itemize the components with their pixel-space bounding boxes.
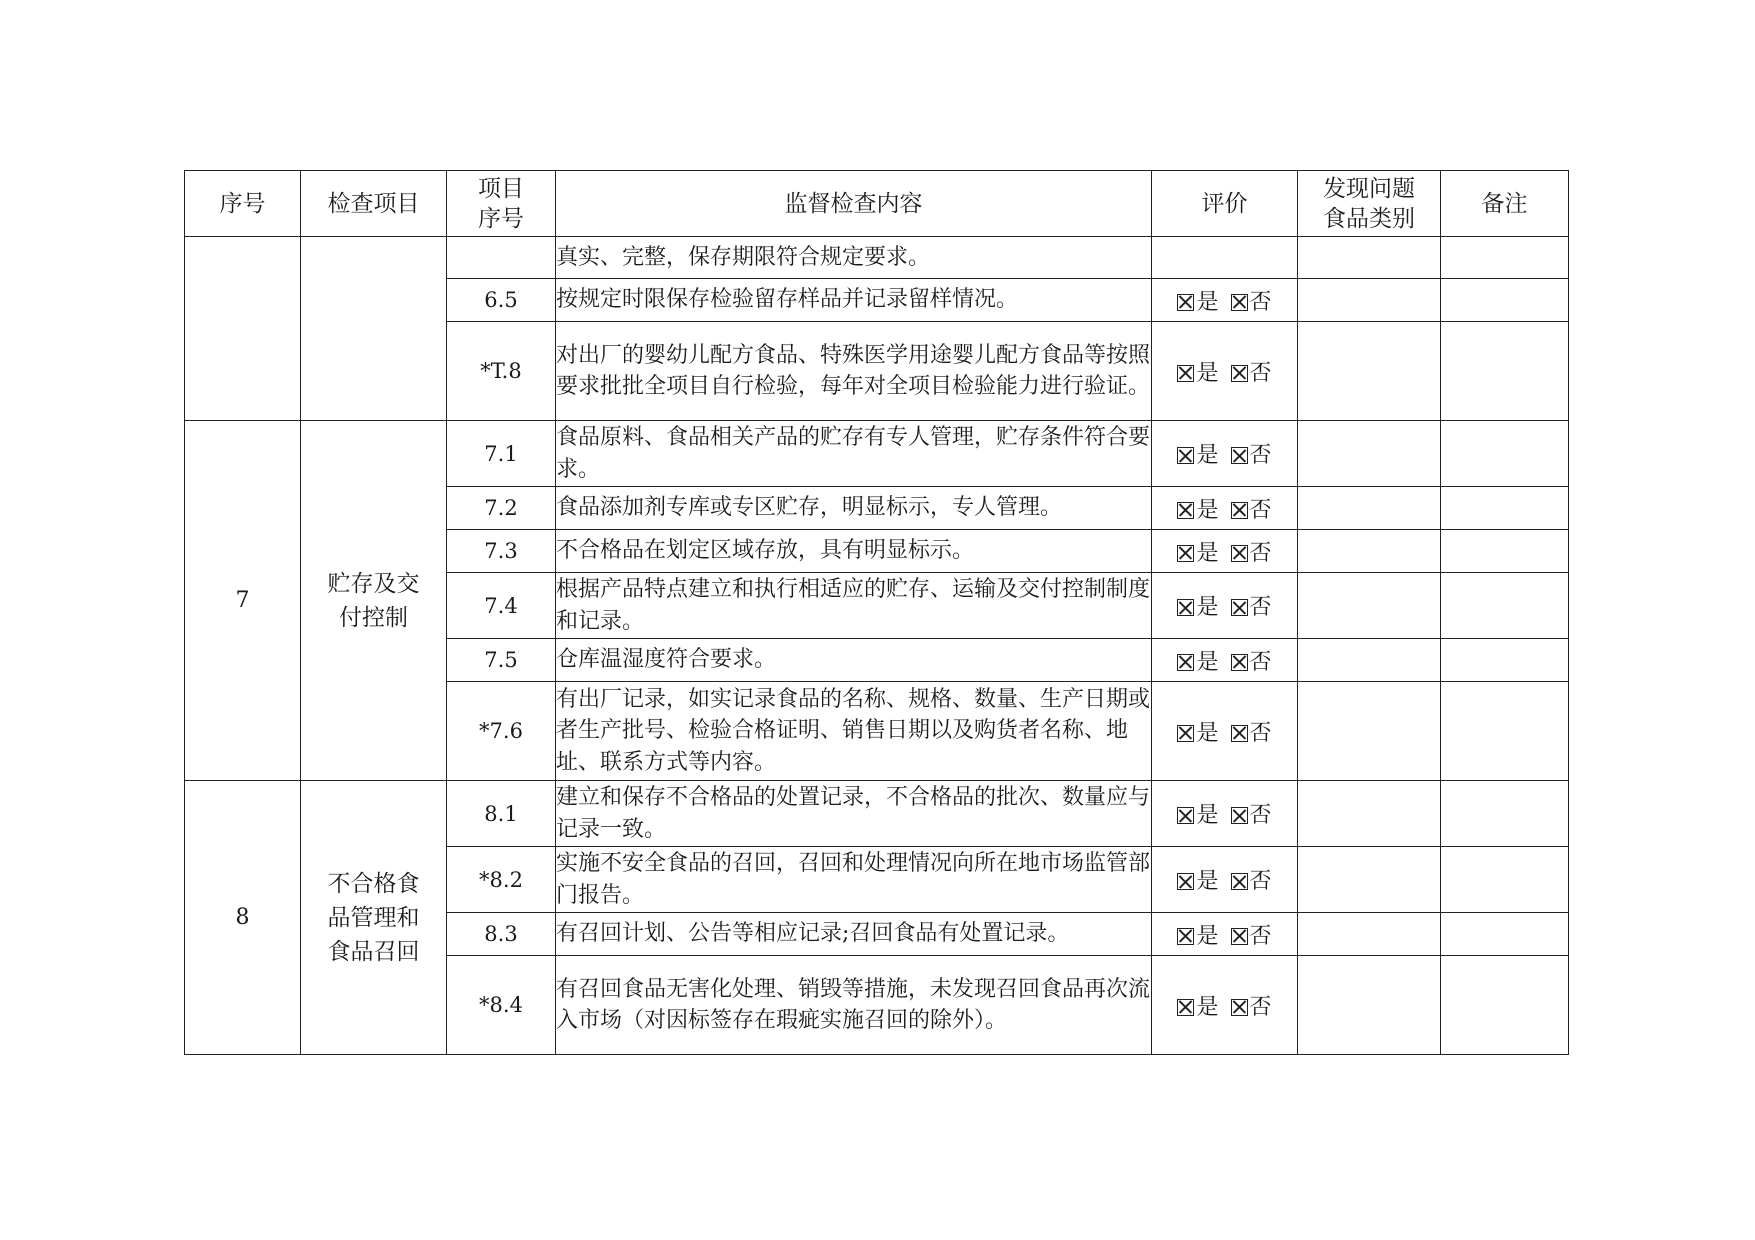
inspection-content-cell: 建立和保存不合格品的处置记录，不合格品的批次、数量应与记录一致。 xyxy=(556,781,1152,847)
yes-option[interactable] xyxy=(1177,438,1218,469)
yes-option-label: 是 xyxy=(1196,443,1219,468)
item-code-cell: 6.5 xyxy=(447,279,556,322)
yes-option-label: 是 xyxy=(1196,649,1219,675)
table-header-row xyxy=(185,171,1569,237)
inspection-content-cell: 对出厂的婴幼儿配方食品、特殊医学用途婴儿配方食品等按照要求批批全项目自行检验，每年对全项目检验能力进行验证。 xyxy=(556,322,1152,421)
no-option-label: 否 xyxy=(1249,360,1272,386)
yes-option[interactable] xyxy=(1177,716,1218,747)
item-code-cell: 8.1 xyxy=(447,781,556,847)
remarks-cell[interactable] xyxy=(1441,573,1569,639)
no-option-label: 否 xyxy=(1249,289,1272,315)
remarks-cell[interactable] xyxy=(1441,279,1569,322)
checked-box-icon[interactable] xyxy=(1231,725,1248,742)
group-item-line: 付控制 xyxy=(339,604,408,631)
evaluation-cell xyxy=(1152,781,1298,847)
item-code-cell: 7.3 xyxy=(447,530,556,573)
problem-category-cell[interactable] xyxy=(1298,573,1441,639)
checked-box-icon[interactable] xyxy=(1177,545,1194,562)
no-option[interactable] xyxy=(1231,590,1272,621)
yes-option[interactable] xyxy=(1177,864,1218,895)
no-option-label: 否 xyxy=(1249,803,1272,828)
evaluation-cell xyxy=(1152,279,1298,322)
problem-category-cell[interactable] xyxy=(1298,956,1441,1055)
no-option[interactable] xyxy=(1231,536,1272,567)
checked-box-icon[interactable] xyxy=(1177,294,1194,311)
remarks-cell[interactable] xyxy=(1441,421,1569,487)
evaluation-cell xyxy=(1152,573,1298,639)
yes-option-label: 是 xyxy=(1196,803,1219,828)
group-seq-cell xyxy=(185,237,301,421)
inspection-content-cell: 食品添加剂专库或专区贮存，明显标示，专人管理。 xyxy=(556,487,1152,530)
no-option-label: 否 xyxy=(1249,595,1272,620)
problem-category-cell[interactable] xyxy=(1298,847,1441,913)
checked-box-icon[interactable] xyxy=(1177,725,1194,742)
evaluation-cell xyxy=(1152,956,1298,1055)
remarks-cell[interactable] xyxy=(1441,322,1569,421)
no-option[interactable] xyxy=(1231,285,1272,316)
problem-category-cell[interactable] xyxy=(1298,487,1441,530)
no-option-label: 否 xyxy=(1249,443,1272,468)
yes-option-label: 是 xyxy=(1196,289,1219,315)
problem-category-cell[interactable] xyxy=(1298,781,1441,847)
evaluation-cell xyxy=(1152,237,1298,279)
no-option[interactable] xyxy=(1231,864,1272,895)
group-item-line: 食品召回 xyxy=(327,938,420,965)
yes-option-label: 是 xyxy=(1196,595,1219,620)
inspection-content-cell: 实施不安全食品的召回，召回和处理情况向所在地市场监管部门报告。 xyxy=(556,847,1152,913)
checked-box-icon[interactable] xyxy=(1177,928,1194,945)
checked-box-icon[interactable] xyxy=(1231,873,1248,890)
item-code-cell: 7.5 xyxy=(447,639,556,682)
header-problem-category: 发现问题 食品类别 xyxy=(1298,171,1441,237)
problem-category-cell[interactable] xyxy=(1298,421,1441,487)
evaluation-cell xyxy=(1152,847,1298,913)
group-seq-cell: 8 xyxy=(185,781,301,1055)
checked-box-icon[interactable] xyxy=(1177,999,1194,1016)
checked-box-icon[interactable] xyxy=(1231,928,1248,945)
yes-option[interactable] xyxy=(1177,798,1218,829)
no-option-label: 否 xyxy=(1249,649,1272,675)
header-content: 监督检查内容 xyxy=(556,171,1152,237)
inspection-content-cell: 按规定时限保存检验留存样品并记录留样情况。 xyxy=(556,279,1152,322)
no-option-label: 否 xyxy=(1249,923,1272,949)
inspection-content-cell: 不合格品在划定区域存放，具有明显标示。 xyxy=(556,530,1152,573)
no-option[interactable] xyxy=(1231,716,1272,747)
group-item-cell xyxy=(301,781,447,1055)
no-option[interactable] xyxy=(1231,645,1272,676)
item-code-cell: *8.2 xyxy=(447,847,556,913)
checked-box-icon[interactable] xyxy=(1231,502,1248,519)
yes-option-label: 是 xyxy=(1196,923,1219,949)
inspection-content-cell: 真实、完整，保存期限符合规定要求。 xyxy=(556,237,1152,279)
yes-option-label: 是 xyxy=(1196,720,1219,746)
group-item-cell xyxy=(301,237,447,421)
no-option[interactable] xyxy=(1231,919,1272,950)
yes-option-label: 是 xyxy=(1196,994,1219,1020)
problem-category-cell[interactable] xyxy=(1298,237,1441,279)
group-item-cell xyxy=(301,421,447,781)
evaluation-cell xyxy=(1152,322,1298,421)
item-code-cell xyxy=(447,237,556,279)
remarks-cell[interactable] xyxy=(1441,530,1569,573)
header-seq: 序号 xyxy=(185,171,301,237)
checked-box-icon[interactable] xyxy=(1231,294,1248,311)
checked-box-icon[interactable] xyxy=(1177,599,1194,616)
inspection-content-cell: 有召回食品无害化处理、销毁等措施，未发现召回食品再次流入市场（对因标签存在瑕疵实施召回的除外）。 xyxy=(556,956,1152,1055)
yes-option-label: 是 xyxy=(1196,869,1219,894)
no-option-label: 否 xyxy=(1249,869,1272,894)
no-option[interactable] xyxy=(1231,493,1272,524)
header-item: 检查项目 xyxy=(301,171,447,237)
remarks-cell[interactable] xyxy=(1441,237,1569,279)
problem-category-cell[interactable] xyxy=(1298,682,1441,781)
table-body xyxy=(185,237,1569,1055)
evaluation-cell xyxy=(1152,639,1298,682)
checked-box-icon[interactable] xyxy=(1231,654,1248,671)
group-seq-cell: 7 xyxy=(185,421,301,781)
checked-box-icon[interactable] xyxy=(1177,365,1194,382)
table-row xyxy=(185,781,1569,847)
problem-category-cell[interactable] xyxy=(1298,530,1441,573)
yes-option[interactable] xyxy=(1177,356,1218,387)
checked-box-icon[interactable] xyxy=(1231,447,1248,464)
evaluation-cell xyxy=(1152,682,1298,781)
item-code-cell: 7.2 xyxy=(447,487,556,530)
evaluation-cell xyxy=(1152,530,1298,573)
remarks-cell[interactable] xyxy=(1441,487,1569,530)
checked-box-icon[interactable] xyxy=(1231,807,1248,824)
problem-category-cell[interactable] xyxy=(1298,279,1441,322)
checked-box-icon[interactable] xyxy=(1231,999,1248,1016)
item-code-cell: *7.6 xyxy=(447,682,556,781)
checked-box-icon[interactable] xyxy=(1231,365,1248,382)
yes-option-label: 是 xyxy=(1196,540,1219,566)
no-option[interactable] xyxy=(1231,798,1272,829)
checked-box-icon[interactable] xyxy=(1177,873,1194,890)
problem-category-cell[interactable] xyxy=(1298,322,1441,421)
checked-box-icon[interactable] xyxy=(1177,654,1194,671)
no-option-label: 否 xyxy=(1249,540,1272,566)
no-option-label: 否 xyxy=(1249,994,1272,1020)
table-row xyxy=(185,421,1569,487)
remarks-cell[interactable] xyxy=(1441,682,1569,781)
item-code-cell: *T.8 xyxy=(447,322,556,421)
checked-box-icon[interactable] xyxy=(1177,502,1194,519)
inspection-content-cell: 仓库温湿度符合要求。 xyxy=(556,639,1152,682)
group-item-line: 不合格食 xyxy=(327,870,420,897)
checked-box-icon[interactable] xyxy=(1231,545,1248,562)
yes-option-label: 是 xyxy=(1196,497,1219,523)
table-row xyxy=(185,237,1569,279)
header-code: 项目 序号 xyxy=(447,171,556,237)
item-code-cell: 7.1 xyxy=(447,421,556,487)
inspection-content-cell: 有召回计划、公告等相应记录;召回食品有处置记录。 xyxy=(556,913,1152,956)
inspection-table xyxy=(184,170,1569,1055)
yes-option-label: 是 xyxy=(1196,360,1219,386)
item-code-cell: 7.4 xyxy=(447,573,556,639)
inspection-content-cell: 有出厂记录，如实记录食品的名称、规格、数量、生产日期或者生产批号、检验合格证明、销售日期以及购货者名称、地址、联系方式等内容。 xyxy=(556,682,1152,781)
no-option-label: 否 xyxy=(1249,497,1272,523)
yes-option[interactable] xyxy=(1177,285,1218,316)
item-code-cell: 8.3 xyxy=(447,913,556,956)
evaluation-cell xyxy=(1152,487,1298,530)
checked-box-icon[interactable] xyxy=(1231,599,1248,616)
evaluation-cell xyxy=(1152,913,1298,956)
no-option[interactable] xyxy=(1231,438,1272,469)
header-evaluation: 评价 xyxy=(1152,171,1298,237)
remarks-cell[interactable] xyxy=(1441,913,1569,956)
problem-category-cell[interactable] xyxy=(1298,913,1441,956)
no-option[interactable] xyxy=(1231,990,1272,1021)
remarks-cell[interactable] xyxy=(1441,956,1569,1055)
item-code-cell: *8.4 xyxy=(447,956,556,1055)
inspection-content-cell: 食品原料、食品相关产品的贮存有专人管理，贮存条件符合要求。 xyxy=(556,421,1152,487)
checked-box-icon[interactable] xyxy=(1177,447,1194,464)
yes-option[interactable] xyxy=(1177,990,1218,1021)
inspection-content-cell: 根据产品特点建立和执行相适应的贮存、运输及交付控制制度和记录。 xyxy=(556,573,1152,639)
remarks-cell[interactable] xyxy=(1441,781,1569,847)
yes-option[interactable] xyxy=(1177,590,1218,621)
no-option-label: 否 xyxy=(1249,720,1272,746)
group-item-line: 品管理和 xyxy=(327,904,420,931)
checked-box-icon[interactable] xyxy=(1177,807,1194,824)
yes-option[interactable] xyxy=(1177,536,1218,567)
remarks-cell[interactable] xyxy=(1441,847,1569,913)
problem-category-cell[interactable] xyxy=(1298,639,1441,682)
remarks-cell[interactable] xyxy=(1441,639,1569,682)
evaluation-cell xyxy=(1152,421,1298,487)
header-remarks: 备注 xyxy=(1441,171,1569,237)
group-item-line: 贮存及交 xyxy=(327,570,420,597)
no-option[interactable] xyxy=(1231,356,1272,387)
yes-option[interactable] xyxy=(1177,493,1218,524)
yes-option[interactable] xyxy=(1177,645,1218,676)
yes-option[interactable] xyxy=(1177,919,1218,950)
